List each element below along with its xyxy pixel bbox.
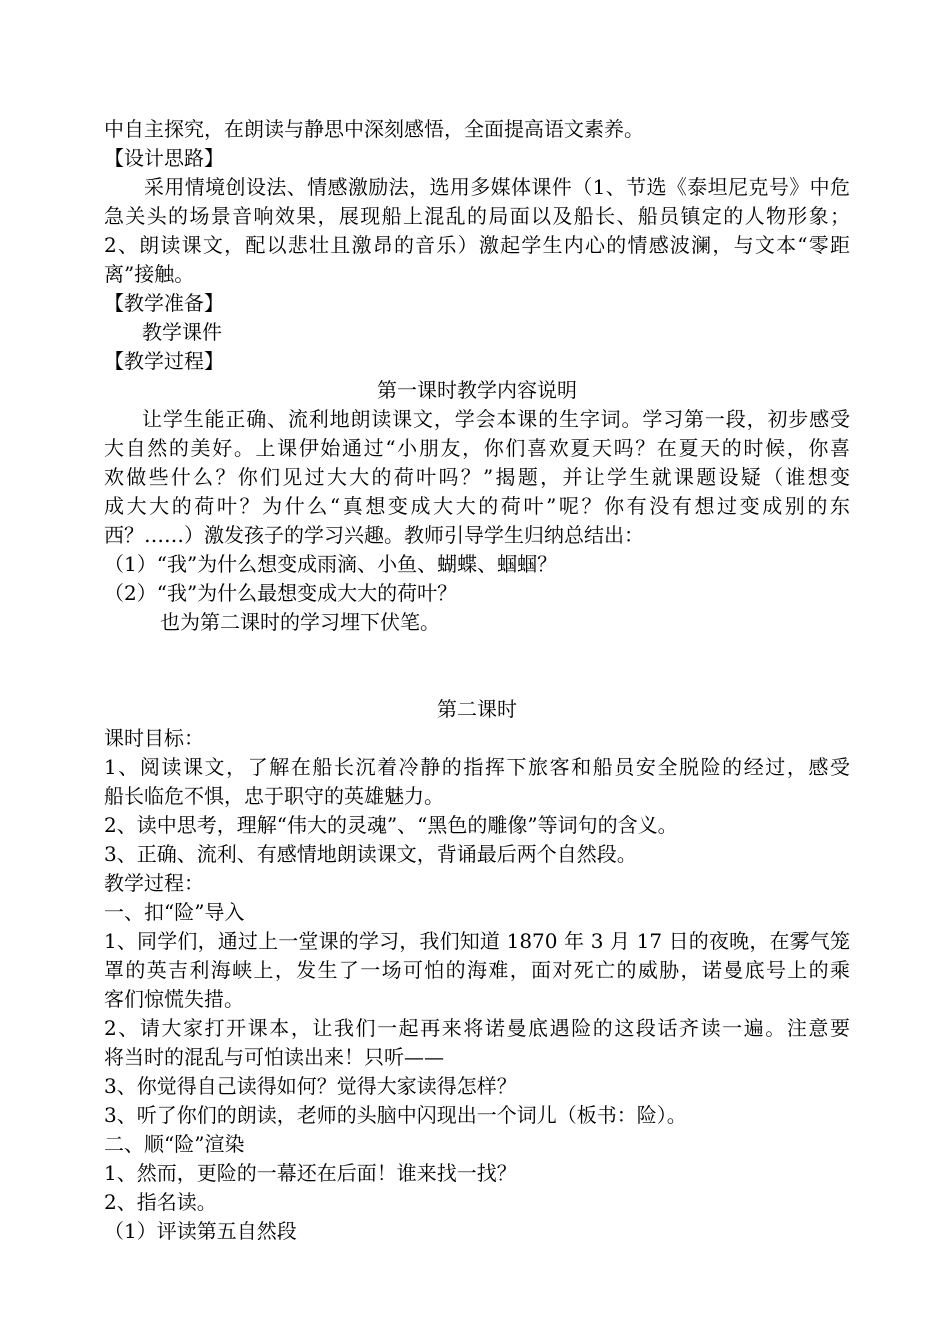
lesson1-closing-text: 也为第二课时的学习埋下伏笔。: [160, 610, 440, 634]
part-1-title: 一、扣“险”导入: [104, 900, 245, 924]
lesson1-paragraph-line: 成大大的荷叶？为什么“真想变成大大的荷叶”呢？你有没有想过变成别的东: [104, 494, 850, 518]
part-1-item-2-line: 2、请大家打开课本，让我们一起再来将诺曼底遇险的这段话齐读一遍。注意要: [104, 1016, 850, 1040]
part-1-item-1-line: 罩的英吉利海峡上，发生了一场可怕的海难，面对死亡的威胁，诺曼底号上的乘: [104, 958, 850, 982]
part-1-item-3: 3、你觉得自己读得如何？觉得大家读得怎样？: [104, 1074, 517, 1098]
lesson1-title: 第一课时教学内容说明: [377, 378, 577, 402]
part-2-sub-item-1: （1）评读第五自然段: [104, 1219, 297, 1243]
design-paragraph-line: 急关头的场景音响效果，展现船上混乱的局面以及船长、船员镇定的人物形象；: [104, 204, 850, 228]
part-1-item-1-line: 客们惊慌失措。: [104, 987, 244, 1011]
design-paragraph-line: 采用情境创设法、情感激励法，选用多媒体课件（1、节选《泰坦尼克号》中危: [144, 175, 850, 199]
design-heading: 【设计思路】: [104, 146, 224, 170]
goal-1-line: 船长临危不惧，忠于职守的英雄魅力。: [104, 784, 444, 808]
prep-text: 教学课件: [142, 320, 222, 344]
design-paragraph-line: 离”接触。: [104, 262, 195, 286]
lesson1-paragraph-line: 西？……）激发孩子的学习兴趣。教师引导学生归纳总结出：: [104, 523, 644, 547]
lesson1-paragraph-line: 让学生能正确、流利地朗读课文，学会本课的生字词。学习第一段，初步感受: [142, 407, 850, 431]
part-1-item-2-line: 将当时的混乱与可怕读出来！只听——: [104, 1045, 444, 1069]
part-2-title: 二、顺“险”渲染: [104, 1132, 245, 1156]
goals-label: 课时目标：: [104, 726, 204, 750]
lesson1-paragraph-line: 大自然的美好。上课伊始通过“小朋友，你们喜欢夏天吗？在夏天的时候，你喜: [104, 436, 850, 460]
section-spacer: [104, 637, 850, 695]
document-body: [104, 115, 850, 1246]
prep-heading: 【教学准备】: [104, 291, 224, 315]
lesson1-paragraph-line: 欢做些什么？你们见过大大的荷叶吗？”揭题，并让学生就课题设疑（谁想变: [104, 465, 850, 489]
lesson1-question-2: （2）“我”为什么最想变成大大的荷叶？: [104, 581, 458, 605]
part-1-item-1-line: 1、同学们，通过上一堂课的学习，我们知道 1870 年 3 月 17 日的夜晚，在雾气笼: [104, 929, 850, 953]
lesson2-title: 第二课时: [437, 697, 517, 721]
part-2-item-2: 2、指名读。: [104, 1190, 217, 1214]
part-1-item-4: 3、听了你们的朗读，老师的头脑中闪现出一个词儿（板书：险）。: [104, 1103, 687, 1127]
goal-1-line: 1、阅读课文，了解在船长沉着冷静的指挥下旅客和船员安全脱险的经过，感受: [104, 755, 850, 779]
design-paragraph-line: 2、朗读课文，配以悲壮且激昂的音乐）激起学生内心的情感波澜，与文本“零距: [104, 233, 850, 257]
lesson1-question-1: （1）“我”为什么想变成雨滴、小鱼、蝴蝶、蝈蝈？: [104, 552, 558, 576]
process-heading: 【教学过程】: [104, 349, 224, 373]
process-label: 教学过程：: [104, 871, 204, 895]
part-2-item-1: 1、然而，更险的一幕还在后面！谁来找一找？: [104, 1161, 517, 1185]
goal-2: 2、读中思考，理解“伟大的灵魂”、“黑色的雕像”等词句的含义。: [104, 813, 678, 837]
intro-tail-text: 中自主探究，在朗读与静思中深刻感悟，全面提高语文素养。: [104, 117, 644, 141]
goal-3: 3、正确、流利、有感情地朗读课文，背诵最后两个自然段。: [104, 842, 637, 866]
